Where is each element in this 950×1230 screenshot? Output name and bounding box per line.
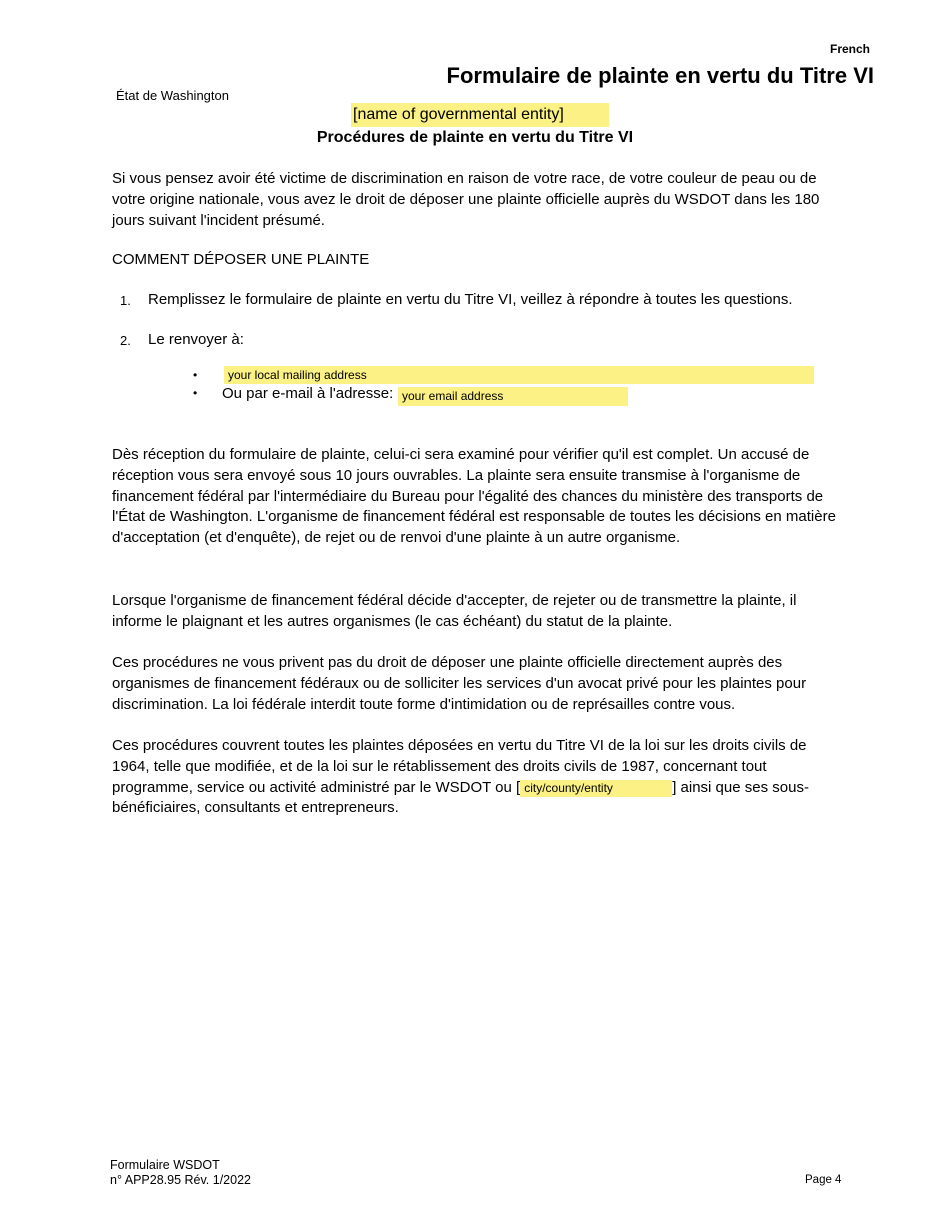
form-footer [110,1158,251,1187]
page-number: Page 4 [805,1174,842,1186]
intro-paragraph: Si vous pensez avoir été victime de discrimination en raison de votre race, de votre couleur de peau ou de votre origine nationale, vous avez le droit de déposer une plainte officielle auprès du WSDOT dans les 180 jours suivant l'incident présumé. [112,170,820,229]
bullet-mailing: • [193,368,198,382]
state-name: État de Washington [116,88,229,103]
step-2-text: Le renvoyer à: [148,331,244,348]
city-county-entity-field[interactable]: city/county/entity [520,780,672,797]
mailing-address-field[interactable]: your local mailing address [224,366,814,384]
page-title: Formulaire de plainte en vertu du Titre VI [446,63,874,88]
step-2-number: 2. [120,333,131,348]
language-label: French [829,42,870,56]
procedures-subtitle: Procédures de plainte en vertu du Titre VI [316,129,634,146]
form-name: Formulaire WSDOT [110,1158,220,1172]
rights-paragraph: Ces procédures ne vous privent pas du droit de déposer une plainte officielle directement auprès des organismes de financement fédéraux ou de solliciter les services d'un avocat privé pour les plaintes pour discrimination. La loi fédérale interdit toute forme d'intimidation ou de représailles contre vous. [112,654,807,713]
coverage-text-end: ] ainsi que ses sous-bénéficiaires, consultants et entrepreneurs. [112,778,809,817]
decision-paragraph: Lorsque l'organisme de financement fédéral décide d'accepter, de rejeter ou de transmettre la plainte, il informe le plaignant et les autres organismes (le cas échéant) du statut de la plainte. [112,592,797,630]
email-address-field[interactable]: your email address [398,387,628,406]
step-1-number: 1. [120,293,131,308]
step-1-text: Remplissez le formulaire de plainte en vertu du Titre VI, veillez à répondre à toutes les questions. [148,291,793,308]
coverage-paragraph [112,736,842,819]
entity-name-field[interactable]: [name of governmental entity] [351,103,609,127]
how-to-heading: COMMENT DÉPOSER UNE PLAINTE [112,251,370,268]
coverage-text-start: Ces procédures couvrent toutes les plaintes déposées en vertu du Titre VI de la loi sur les droits civils de 1964, telle que modifiée, et de la loi sur le rétablissement des droits civils de 1987, concernant tout programme, service ou activité administré par le WSDOT ou [ [112,737,807,796]
receipt-paragraph: Dès réception du formulaire de plainte, celui-ci sera examiné pour vérifier qu'il est complet. Un accusé de réception vous sera envoyé sous 10 jours ouvrables. La plainte sera ensuite transmise à l'organisme de financement fédéral par l'intermédiaire du Bureau pour l'égalité des chances du ministère des transports de l'État de Washington. L'organisme de financement fédéral est responsable de toutes les décisions en matière d'acceptation (et d'enquête), de rejet ou de renvoi d'une plainte à un autre organisme. [112,446,836,547]
bullet-email: • [193,386,198,400]
form-number: n° APP28.95 Rév. 1/2022 [110,1172,251,1187]
email-label: Ou par e-mail à l'adresse: [222,385,394,402]
